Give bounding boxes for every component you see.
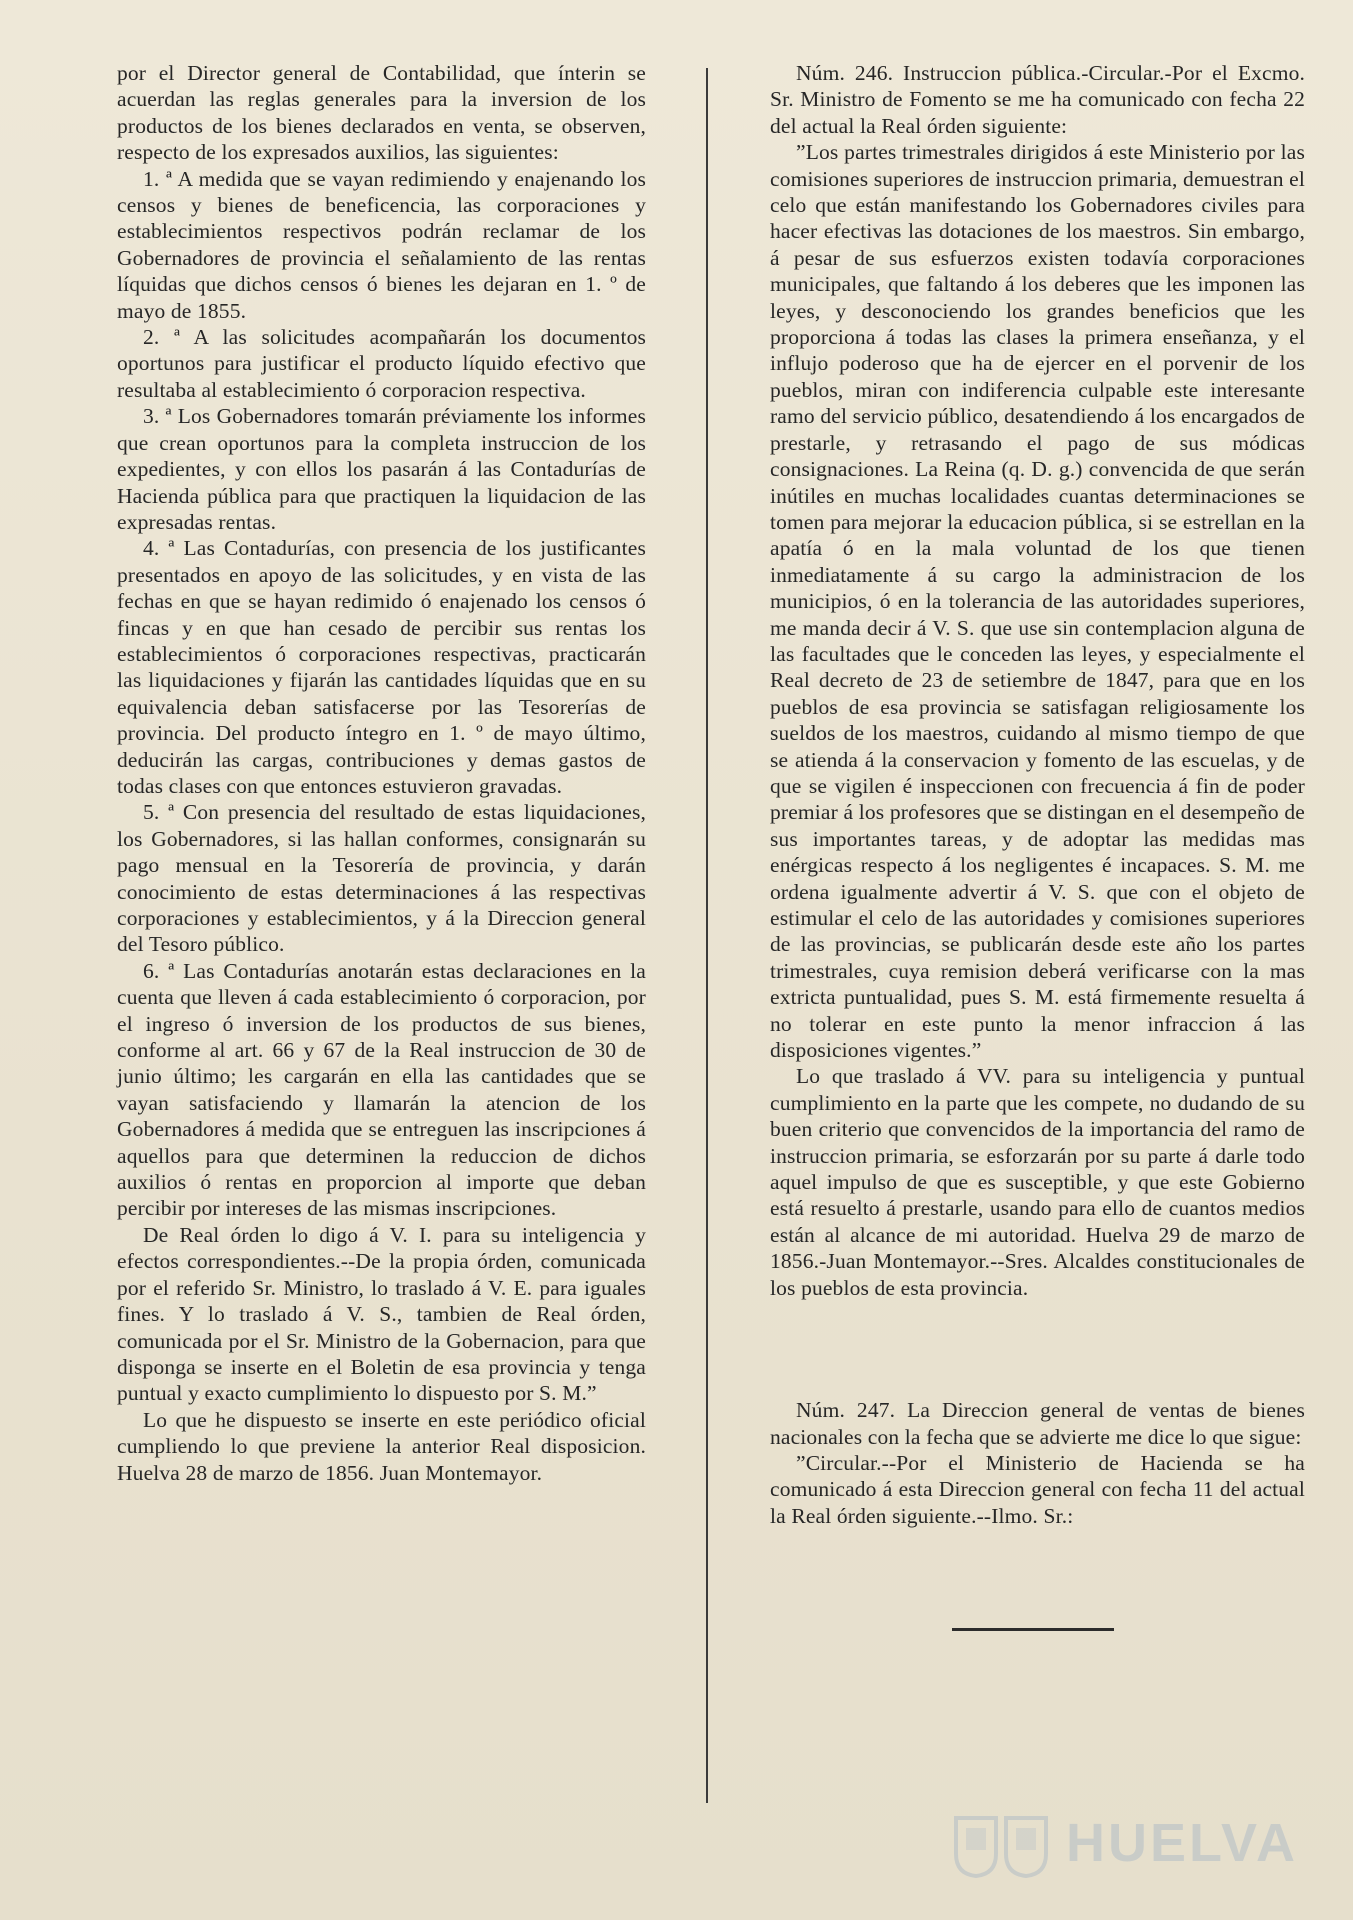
watermark-text: HUELVA <box>1066 1813 1298 1873</box>
article-247 <box>770 1397 1305 1529</box>
left-column <box>117 60 646 1486</box>
archive-watermark <box>946 1808 1296 1878</box>
article-247-body: ”Circular.--Por el Ministerio de Hacienda se ha comunicado á esta Direccion general con fecha 11 del actual la Real órden siguiente.--Ilmo. Sr.: <box>770 1450 1305 1528</box>
paragraph-rule-2: 2. ª A las solicitudes acompañarán los documentos oportunos para justificar el producto líquido efectivo que resultaba al establecimiento ó corporacion respectiva. <box>117 325 646 402</box>
paragraph-rule-1: 1. ª A medida que se vayan redimiendo y enajenando los censos y bienes de beneficencia, las corporaciones y establecimientos respectivos podrán reclamar de los Gobernadores de provincia el señalamiento de las rentas líquidas que dichos censos ó bienes les dejaran en 1. º de mayo de 1855. <box>117 166 646 323</box>
article-246 <box>770 60 1305 1301</box>
article-246-closing: Lo que traslado á VV. para su inteligencia y puntual cumplimiento en la parte que les compete, no dudando de su buen criterio que convencidos de la importancia del ramo de instruccion primaria, se esforzarán por su parte á darle todo aquel impulso de que es susceptible, y que este Gobierno está resuelto á prestarle, usando para ello de cuantos medios están al alcance de mi autoridad. Huelva 29 de marzo de 1856.-Juan Montemayor.--Sres. Alcaldes constitucionales de los pueblos de esta provincia. <box>770 1064 1305 1300</box>
article-246-heading: Núm. 246. Instruccion pública.-Circular.-Por el Excmo. Sr. Ministro de Fomento se me ha comunicado con fecha 22 del actual la Real órden siguiente: <box>770 61 1305 138</box>
coat-of-arms-icon <box>946 1814 1058 1878</box>
column-divider <box>706 68 708 1803</box>
article-246-body: ”Los partes trimestrales dirigidos á este Ministerio por las comisiones superiores de instruccion primaria, demuestran el celo que están manifestando los Gobernadores civiles para hacer efectivas las dotaciones de los maestros. Sin embargo, á pesar de sus esfuerzos existen todavía corporaciones municipales, que faltando á los deberes que les imponen las leyes, y desconociendo los grandes beneficios que les proporciona á todas las clases la primera enseñanza, y el influjo poderoso que ha de ejercer en el porvenir de los pueblos, miran con indiferencia culpable este interesante ramo del servicio público, desatendiendo á los encargados de prestarle, y retrasando el pago de sus módicas consignaciones. La Reina (q. D. g.) convencida de que serán inútiles en muchas localidades cuantas determinaciones se tomen para mejorar la educacion pública, si se estrellan en la apatía ó en la mala voluntad de los que tienen inmediatamente á su cargo la administracion de los municipios, ó en la tolerancia de las autoridades superiores, me manda decir á V. S. que use sin contemplacion alguna de las facultades que le conceden las leyes, y especialmente el Real decreto de 23 de setiembre de 1847, para que en los pueblos de esa provincia se satisfagan religiosamente los sueldos de los maestros, cuidando al mismo tiempo de que se atienda á la conservacion y fomento de las escuelas, y de que se vigilen é inspeccionen con frecuencia á fin de poder premiar á los profesores que se distingan en el desempeño de sus importantes tareas, y de adoptar las medidas mas enérgicas respecto á los negligentes é incapaces. S. M. me ordena igualmente advertir á V. S. que con el objeto de estimular el celo de las autoridades y comisiones superiores de las provincias, se publicarán desde este año los partes trimestrales, cuya remision deberá verificarse con la mas extricta puntualidad, pues S. M. está firmemente resuelta á no tolerar en este punto la menor infraccion á las disposiciones vigentes.” <box>770 140 1305 1063</box>
paragraph-intro: por el Director general de Contabilidad, que ínterin se acuerdan las reglas generales para la inversion de los productos de los bienes declarados en venta, se observen, respecto de los expresados auxilios, las siguientes: <box>117 61 646 165</box>
paragraph-real-orden: De Real órden lo digo á V. I. para su inteligencia y efectos correspondientes.--De la propia órden, comunicada por el referido Sr. Ministro, lo traslado á V. E. para iguales fines. Y lo traslado á V. S., tambien de Real órden, comunicada por el Sr. Ministro de la Gobernacion, para que disponga se inserte en el Boletin de esa provincia y tenga puntual y exacto cumplimiento lo dispuesto por S. M.” <box>117 1222 646 1406</box>
paragraph-rule-6: 6. ª Las Contadurías anotarán estas declaraciones en la cuenta que lleven á cada establecimiento ó corporacion, por el ingreso ó inversion de los productos de sus bienes, conforme al art. 66 y 67 de la Real instruccion de 30 de junio último; les cargarán en ella las cantidades que se vayan satisfaciendo y llamarán la atencion de los Gobernadores á medida que se entreguen las inscripciones á aquellos para que determinen la reduccion de dichos auxilios ó rentas en proporcion al importe que deban percibir por intereses de las mismas inscripciones. <box>117 958 646 1221</box>
right-column <box>770 60 1305 1529</box>
section-rule <box>952 1628 1114 1631</box>
article-247-heading: Núm. 247. La Direccion general de ventas de bienes nacionales con la fecha que se advierte me dice lo que sigue: <box>770 1398 1305 1449</box>
paragraph-rule-3: 3. ª Los Gobernadores tomarán préviamente los informes que crean oportunos para la completa instruccion de los expedientes, y con ellos los pasarán á las Contadurías de Hacienda pública para que practiquen la liquidacion de las expresadas rentas. <box>117 404 646 534</box>
paragraph-closing: Lo que he dispuesto se inserte en este periódico oficial cumpliendo lo que previene la anterior Real disposicion. Huelva 28 de marzo de 1856. Juan Montemayor. <box>117 1407 646 1485</box>
paragraph-rule-5: 5. ª Con presencia del resultado de estas liquidaciones, los Gobernadores, si las hallan conformes, consignarán su pago mensual en la Tesorería de provincia, y darán conocimiento de estas determinaciones á las respectivas corporaciones y establecimientos, y á la Direccion general del Tesoro público. <box>117 800 646 957</box>
paragraph-rule-4: 4. ª Las Contadurías, con presencia de los justificantes presentados en apoyo de las solicitudes, y en vista de las fechas en que se hayan redimido ó enajenado los censos ó fincas y en que han cesado de percibir sus rentas los establecimientos ó corporaciones respectivas, practicarán las liquidaciones y fijarán las cantidades líquidas que en su equivalencia deban satisfacerse por las Tesorerías de provincia. Del producto íntegro en 1. º de mayo último, deducirán las cargas, contribuciones y demas gastos de todas clases con que entonces estuvieron gravadas. <box>117 536 646 798</box>
section-spacer <box>770 1301 1305 1397</box>
